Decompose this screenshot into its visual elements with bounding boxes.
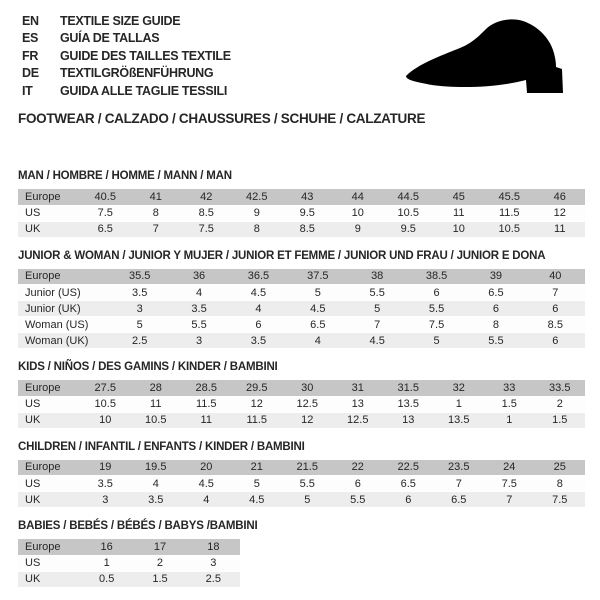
size-value-cell: 21 xyxy=(232,460,283,476)
row-label-cell: US xyxy=(18,396,80,412)
size-value-cell: 4 xyxy=(181,492,232,508)
size-value-cell: 21.5 xyxy=(282,460,333,476)
size-value-cell: 6 xyxy=(526,333,585,349)
size-value-cell: 18 xyxy=(187,539,240,555)
size-value-cell: 42.5 xyxy=(232,189,283,205)
size-value-cell: 37.5 xyxy=(288,269,347,285)
size-value-cell: 11 xyxy=(535,221,586,237)
size-value-cell: 1 xyxy=(434,396,485,412)
size-value-cell: 27.5 xyxy=(80,380,131,396)
size-table-section xyxy=(18,170,585,238)
size-value-cell: 7.5 xyxy=(484,476,535,492)
size-value-cell: 5 xyxy=(288,285,347,301)
table-row xyxy=(18,301,585,317)
size-value-cell: 44.5 xyxy=(383,189,434,205)
size-value-cell: 1.5 xyxy=(535,412,586,428)
size-table-title: MAN / HOMBRE / HOMME / MANN / MAN xyxy=(18,170,232,183)
language-code: FR xyxy=(22,48,39,63)
size-value-cell: 3.5 xyxy=(110,285,169,301)
table-row xyxy=(18,555,240,571)
size-value-cell: 5.5 xyxy=(466,333,525,349)
size-value-cell: 10.5 xyxy=(80,396,131,412)
size-value-cell: 6 xyxy=(526,301,585,317)
size-value-cell: 6 xyxy=(407,285,466,301)
size-value-cell: 23.5 xyxy=(434,460,485,476)
size-value-cell: 42 xyxy=(181,189,232,205)
table-row xyxy=(18,317,585,333)
size-value-cell: 38 xyxy=(348,269,407,285)
size-value-cell: 7 xyxy=(348,317,407,333)
table-row xyxy=(18,460,585,476)
size-value-cell: 39 xyxy=(466,269,525,285)
size-value-cell: 6 xyxy=(333,476,384,492)
size-value-cell: 44 xyxy=(333,189,384,205)
size-value-cell: 2.5 xyxy=(187,571,240,587)
size-table-section xyxy=(18,361,585,429)
size-value-cell: 28 xyxy=(131,380,182,396)
category-title: FOOTWEAR / CALZADO / CHAUSSURES / SCHUHE / CALZATURE xyxy=(18,111,426,127)
size-value-cell: 8.5 xyxy=(282,221,333,237)
table-row xyxy=(18,476,585,492)
table-row xyxy=(18,205,585,221)
row-label-cell: US xyxy=(18,205,80,221)
size-value-cell: 9 xyxy=(232,205,283,221)
size-value-cell: 3 xyxy=(169,333,228,349)
size-value-cell: 31.5 xyxy=(383,380,434,396)
size-value-cell: 4 xyxy=(169,285,228,301)
size-value-cell: 24 xyxy=(484,460,535,476)
size-value-cell: 2 xyxy=(535,396,586,412)
size-value-cell: 6.5 xyxy=(383,476,434,492)
size-value-cell: 10 xyxy=(80,412,131,428)
size-value-cell: 25 xyxy=(535,460,586,476)
size-value-cell: 1.5 xyxy=(484,396,535,412)
size-value-cell: 45 xyxy=(434,189,485,205)
size-value-cell: 32 xyxy=(434,380,485,396)
size-value-cell: 12.5 xyxy=(333,412,384,428)
size-value-cell: 12 xyxy=(535,205,586,221)
size-value-cell: 11 xyxy=(181,412,232,428)
size-value-cell: 4.5 xyxy=(288,301,347,317)
size-value-cell: 11.5 xyxy=(232,412,283,428)
row-label-cell: Europe xyxy=(18,380,80,396)
size-value-cell: 28.5 xyxy=(181,380,232,396)
size-table xyxy=(18,189,585,238)
size-value-cell: 20 xyxy=(181,460,232,476)
size-value-cell: 4 xyxy=(229,301,288,317)
size-value-cell: 6.5 xyxy=(80,221,131,237)
guide-title: TEXTILGRÖßENFÜHRUNG xyxy=(60,66,214,81)
size-value-cell: 4.5 xyxy=(232,492,283,508)
size-value-cell: 12 xyxy=(232,396,283,412)
size-value-cell: 8 xyxy=(131,205,182,221)
size-value-cell: 36.5 xyxy=(229,269,288,285)
size-value-cell: 8.5 xyxy=(181,205,232,221)
size-tables xyxy=(0,170,600,588)
size-value-cell: 13.5 xyxy=(434,412,485,428)
table-row xyxy=(18,539,240,555)
size-value-cell: 7 xyxy=(484,492,535,508)
size-table-title: KIDS / NIÑOS / DES GAMINS / KINDER / BAMBINI xyxy=(18,361,278,374)
size-value-cell: 3.5 xyxy=(80,476,131,492)
row-label-cell: Woman (US) xyxy=(18,317,110,333)
size-value-cell: 7.5 xyxy=(181,221,232,237)
size-value-cell: 13.5 xyxy=(383,396,434,412)
size-table-title: CHILDREN / INFANTIL / ENFANTS / KINDER / BAMBINI xyxy=(18,440,305,453)
size-value-cell: 3 xyxy=(110,301,169,317)
size-value-cell: 2.5 xyxy=(110,333,169,349)
guide-title: GUIDA ALLE TAGLIE TESSILI xyxy=(60,83,228,98)
dress-shoe-icon xyxy=(396,12,580,104)
size-value-cell: 5 xyxy=(348,301,407,317)
size-value-cell: 4.5 xyxy=(229,285,288,301)
size-value-cell: 6 xyxy=(229,317,288,333)
size-value-cell: 8.5 xyxy=(526,317,585,333)
size-value-cell: 9.5 xyxy=(383,221,434,237)
size-value-cell: 19 xyxy=(80,460,131,476)
size-value-cell: 33.5 xyxy=(535,380,586,396)
size-table-section xyxy=(18,250,585,350)
row-label-cell: Europe xyxy=(18,539,80,555)
size-value-cell: 17 xyxy=(133,539,186,555)
size-value-cell: 3.5 xyxy=(131,492,182,508)
table-row xyxy=(18,396,585,412)
size-value-cell: 5 xyxy=(232,476,283,492)
size-value-cell: 7 xyxy=(131,221,182,237)
table-row xyxy=(18,492,585,508)
row-label-cell: UK xyxy=(18,412,80,428)
size-value-cell: 41 xyxy=(131,189,182,205)
table-row xyxy=(18,380,585,396)
size-value-cell: 6.5 xyxy=(434,492,485,508)
size-value-cell: 2 xyxy=(133,555,186,571)
size-value-cell: 3 xyxy=(80,492,131,508)
size-table xyxy=(18,539,240,588)
table-row xyxy=(18,221,585,237)
size-value-cell: 8 xyxy=(466,317,525,333)
size-table-section xyxy=(18,520,585,588)
size-value-cell: 6.5 xyxy=(466,285,525,301)
row-label-cell: UK xyxy=(18,492,80,508)
size-table xyxy=(18,380,585,429)
table-row xyxy=(18,189,585,205)
row-label-cell: Europe xyxy=(18,460,80,476)
row-label-cell: UK xyxy=(18,571,80,587)
size-value-cell: 5 xyxy=(407,333,466,349)
language-code: DE xyxy=(22,66,39,81)
guide-title: TEXTILE SIZE GUIDE xyxy=(60,14,181,28)
size-value-cell: 6.5 xyxy=(288,317,347,333)
row-label-cell: US xyxy=(18,555,80,571)
size-table-title: JUNIOR & WOMAN / JUNIOR Y MUJER / JUNIOR ET FEMME / JUNIOR UND FRAU / JUNIOR E DONA xyxy=(18,249,546,262)
guide-title: GUIDE DES TAILLES TEXTILE xyxy=(60,48,231,63)
size-value-cell: 5.5 xyxy=(282,476,333,492)
language-code: EN xyxy=(22,14,39,28)
size-value-cell: 4.5 xyxy=(348,333,407,349)
row-label-cell: Europe xyxy=(18,269,110,285)
language-code: ES xyxy=(22,31,39,46)
size-value-cell: 7 xyxy=(526,285,585,301)
size-value-cell: 5.5 xyxy=(407,301,466,317)
size-value-cell: 35.5 xyxy=(110,269,169,285)
size-value-cell: 10 xyxy=(333,205,384,221)
row-label-cell: UK xyxy=(18,221,80,237)
size-value-cell: 31 xyxy=(333,380,384,396)
header xyxy=(0,0,600,126)
row-label-cell: US xyxy=(18,476,80,492)
size-value-cell: 11 xyxy=(434,205,485,221)
size-value-cell: 9 xyxy=(333,221,384,237)
size-value-cell: 6 xyxy=(383,492,434,508)
size-table xyxy=(18,269,585,350)
row-label-cell: Europe xyxy=(18,189,80,205)
size-value-cell: 11.5 xyxy=(484,205,535,221)
size-value-cell: 46 xyxy=(535,189,586,205)
table-row xyxy=(18,285,585,301)
size-value-cell: 33 xyxy=(484,380,535,396)
size-value-cell: 7.5 xyxy=(407,317,466,333)
language-code: IT xyxy=(22,83,33,98)
size-value-cell: 8 xyxy=(535,476,586,492)
size-value-cell: 36 xyxy=(169,269,228,285)
table-row xyxy=(18,412,585,428)
size-value-cell: 4.5 xyxy=(181,476,232,492)
size-value-cell: 7.5 xyxy=(80,205,131,221)
size-value-cell: 40 xyxy=(526,269,585,285)
size-value-cell: 4 xyxy=(131,476,182,492)
size-value-cell: 11 xyxy=(131,396,182,412)
size-value-cell: 40.5 xyxy=(80,189,131,205)
size-value-cell: 10 xyxy=(434,221,485,237)
size-value-cell: 5 xyxy=(110,317,169,333)
row-label-cell: Woman (UK) xyxy=(18,333,110,349)
size-value-cell: 13 xyxy=(333,396,384,412)
size-value-cell: 9.5 xyxy=(282,205,333,221)
size-value-cell: 5.5 xyxy=(348,285,407,301)
table-row xyxy=(18,333,585,349)
size-value-cell: 3 xyxy=(187,555,240,571)
row-label-cell: Junior (US) xyxy=(18,285,110,301)
size-table-section xyxy=(18,441,585,509)
size-value-cell: 38.5 xyxy=(407,269,466,285)
size-value-cell: 8 xyxy=(232,221,283,237)
size-value-cell: 10.5 xyxy=(383,205,434,221)
size-value-cell: 30 xyxy=(282,380,333,396)
table-row xyxy=(18,269,585,285)
size-value-cell: 10.5 xyxy=(484,221,535,237)
size-value-cell: 7.5 xyxy=(535,492,586,508)
size-value-cell: 22 xyxy=(333,460,384,476)
size-table-title: BABIES / BEBÉS / BÉBÉS / BABYS /BAMBINI xyxy=(18,520,258,533)
size-value-cell: 13 xyxy=(383,412,434,428)
size-value-cell: 12 xyxy=(282,412,333,428)
size-value-cell: 45.5 xyxy=(484,189,535,205)
size-table xyxy=(18,460,585,509)
size-value-cell: 3.5 xyxy=(169,301,228,317)
size-value-cell: 16 xyxy=(80,539,133,555)
size-value-cell: 11.5 xyxy=(181,396,232,412)
size-value-cell: 19.5 xyxy=(131,460,182,476)
size-value-cell: 5.5 xyxy=(169,317,228,333)
size-value-cell: 0.5 xyxy=(80,571,133,587)
size-value-cell: 3.5 xyxy=(229,333,288,349)
size-value-cell: 4 xyxy=(288,333,347,349)
size-value-cell: 12.5 xyxy=(282,396,333,412)
size-value-cell: 7 xyxy=(434,476,485,492)
size-value-cell: 6 xyxy=(466,301,525,317)
row-label-cell: Junior (UK) xyxy=(18,301,110,317)
table-row xyxy=(18,571,240,587)
guide-title: GUÍA DE TALLAS xyxy=(60,31,160,46)
size-value-cell: 5.5 xyxy=(333,492,384,508)
size-value-cell: 22.5 xyxy=(383,460,434,476)
size-value-cell: 1.5 xyxy=(133,571,186,587)
size-value-cell: 1 xyxy=(80,555,133,571)
size-value-cell: 29.5 xyxy=(232,380,283,396)
size-value-cell: 10.5 xyxy=(131,412,182,428)
size-value-cell: 5 xyxy=(282,492,333,508)
size-value-cell: 1 xyxy=(484,412,535,428)
size-value-cell: 43 xyxy=(282,189,333,205)
